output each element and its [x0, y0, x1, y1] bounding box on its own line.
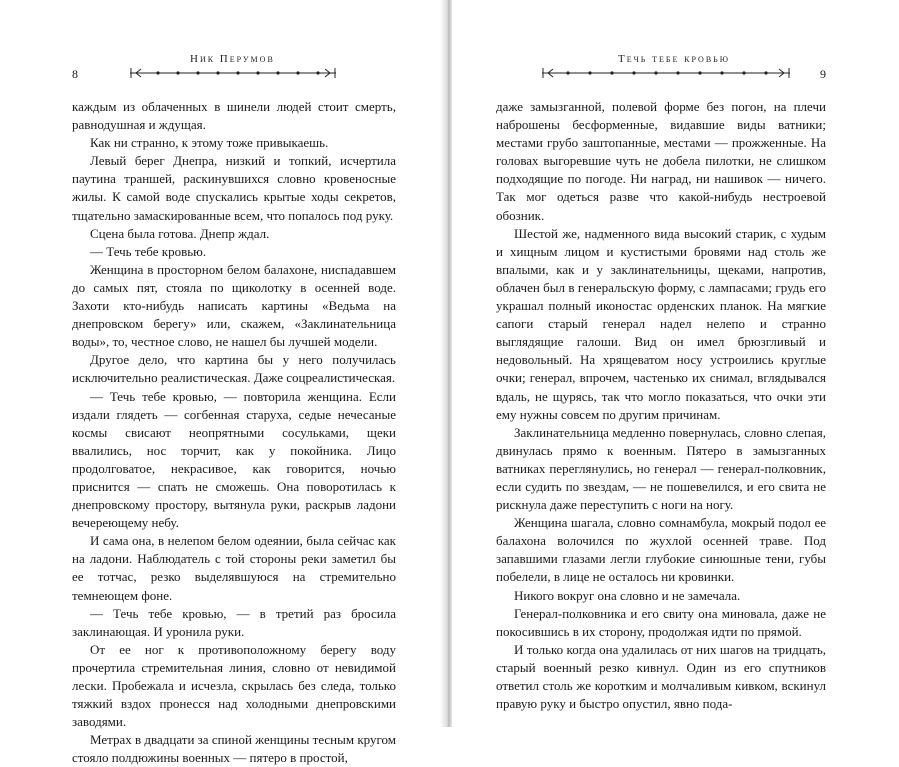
paragraph: каждым из облаченных в шинели людей стоит смерть, равнодушная и ждущая. [72, 99, 396, 133]
ornament-rule-right [540, 67, 792, 79]
ornament-rule-left [128, 67, 338, 79]
paragraph: Левый берег Днепра, низкий и топкий, исчертила паутина траншей, раскинувшихся словно кровеносные жилы. К самой воде спускались крытые ходы секретов, тщательно замаскированные всем, что попалось под руку. [72, 153, 396, 223]
page-number-left: 8 [72, 67, 78, 81]
right-page [452, 0, 899, 727]
running-head-title: Течь тебе кровью [618, 53, 730, 65]
paragraph: — Течь тебе кровью, — в третий раз бросила заклинающая. И уронила руки. [72, 605, 396, 639]
paragraph: Другое дело, что картина бы у него получилась исключительно реалистическая. Даже соцреалистическая. [72, 352, 396, 386]
paragraph: — Течь тебе кровью. [90, 243, 207, 259]
paragraph: Как ни странно, к этому тоже привыкаешь. [90, 135, 329, 151]
paragraph: От ее ног к противоположному берегу воду прочертила стремительная линия, словно от невидимой лески. Пробежала и исчезла, скрылась без следа, только тяжкий вздох пронесся над холодными днепровскими заводями. [72, 641, 396, 730]
paragraph: — Течь тебе кровью, — повторила женщина. Если издали глядеть — согбенная старуха, седые нечесаные космы свисают неопрятными сосульками, щеки ввалились, нос торчит, как у покойника. Лицо продолговатое, некрасивое, как говорится, ночью приснится — спать не сможешь. Она поворотилась к днепровскому простору, вытянула руки, раскрыв ладони вечереющему небу. [72, 388, 396, 531]
paragraph: Женщина в просторном белом балахоне, ниспадавшем до самых пят, стояла по щиколотку в осенней воде. Захоти кто-нибудь написать картины «Ведьма на днепровском берегу» или, скажем, «Заклинательница воды», то, честное слово, не нашел бы лучшей модели. [72, 261, 396, 350]
paragraph: Заклинательница медленно повернулась, словно слепая, двинулась прямо к военным. Пятеро в замызганных ватниках переглянулись, но генерал — генерал-полковник, если судить по звездам, — не пошевелился, и его свита не рискнула даже переступить с ноги на ногу. [496, 424, 826, 513]
page-number-right: 9 [820, 67, 826, 81]
paragraph: Сцена была готова. Днепр ждал. [90, 225, 270, 241]
paragraph: И только когда она удалилась от них шагов на тридцать, старый военный резко кивнул. Один из его спутников ответил столь же коротким и молчаливым кивком, вскинул правую руку и быстро опустил, явно пода- [496, 641, 826, 712]
left-page-text [72, 98, 396, 767]
paragraph: Женщина шагала, словно сомнамбула, мокрый подол ее балахона волочился по жухлой осенней траве. Под запавшими глазами легли глубокие синюшные тени, губы побелели, в лице не осталось ни кровинки. [496, 515, 826, 585]
right-page-text [496, 98, 826, 713]
paragraph: Шестой же, надменного вида высокий старик, с худым и хищным лицом и кустистыми бровями над столь же впалыми, как и у заклинательницы, щеками, напротив, облачен был в генеральскую форму, с лампасами; грудь его украшал полный иконостас орденских планок. На мягкие сапоги старый генерал надел нелепо и странно выглядящие галоши. Вид он имел брюзгливый и недовольный. На хрящеватом носу устроились круглые очки; генерал, впрочем, частенько их снимал, вглядывался вдаль, не щурясь, так что могло показаться, что очки эти ему нужны совсем по другим причинам. [496, 225, 826, 422]
paragraph: Никого вокруг она словно и не замечала. [514, 587, 741, 603]
paragraph: даже замызганной, полевой форме без погон, на плечи наброшены бесформенные, видавшие виды ватники; местами грубо заштопанные, местами — прожженные. На головах выгоревшие чуть не добела пилотки, не слишком подходящие по погоде. Ни наград, ни нашивок — ничего. Так мог одеться разве что какой-нибудь нестроевой обозник. [496, 99, 826, 223]
paragraph: Генерал-полковника и его свиту она миновала, даже не покосившись в их сторону, продолжая идти по прямой. [496, 605, 826, 639]
paragraph: Метрах в двадцати за спиной женщины тесным кругом стояло полдюжины военных — пятеро в простой, [72, 732, 396, 766]
running-head-author: Ник Перумов [190, 53, 275, 65]
left-page [0, 0, 447, 766]
paragraph: И сама она, в нелепом белом одеянии, была сейчас как на ладони. Наблюдатель с той стороны реки заметил бы ее тотчас, резко выделявшуюся на стремительно темнеющем фоне. [72, 533, 396, 603]
